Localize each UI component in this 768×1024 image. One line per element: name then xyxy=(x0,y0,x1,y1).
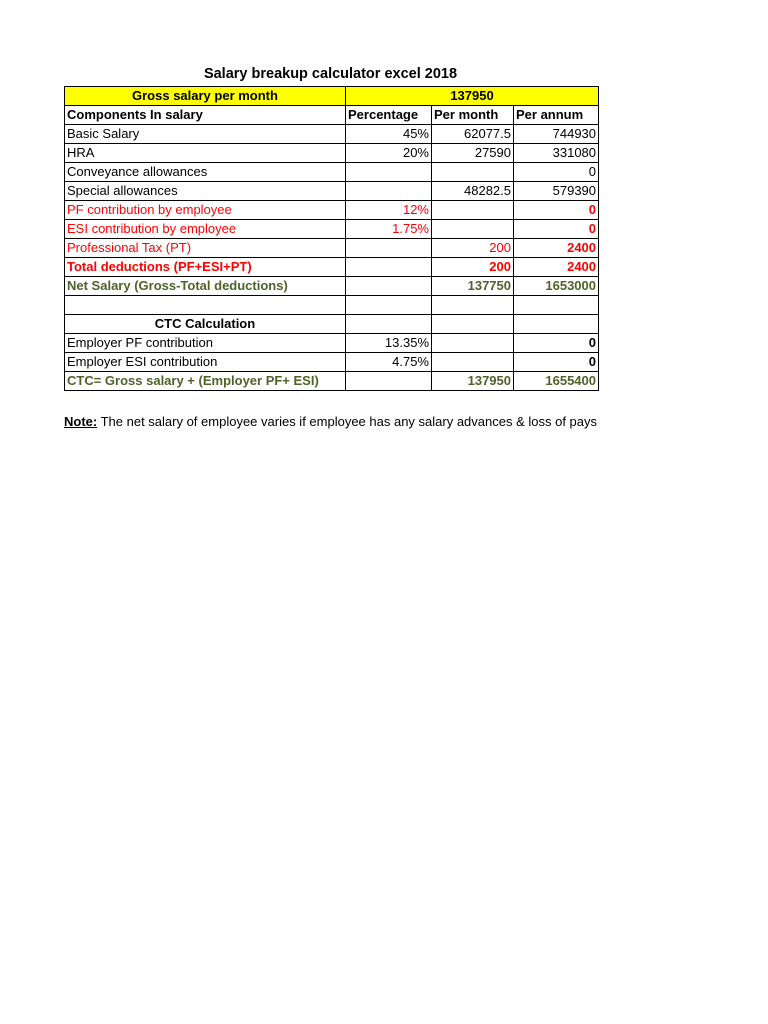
header-row xyxy=(65,106,599,125)
row-per-annum: 0 xyxy=(514,353,599,372)
row-percentage xyxy=(346,239,432,258)
row-per-month: 200 xyxy=(432,258,514,277)
gross-salary-value: 137950 xyxy=(346,87,599,106)
row-per-month xyxy=(432,334,514,353)
row-per-month xyxy=(432,220,514,239)
row-label: PF contribution by employee xyxy=(65,201,346,220)
row-percentage: 12% xyxy=(346,201,432,220)
table-row xyxy=(65,334,599,353)
ctc-heading-row xyxy=(65,315,599,334)
blank-cell xyxy=(514,296,599,315)
row-per-annum: 2400 xyxy=(514,239,599,258)
row-label: Employer ESI contribution xyxy=(65,353,346,372)
table-row xyxy=(65,144,599,163)
row-percentage: 45% xyxy=(346,125,432,144)
row-label: Total deductions (PF+ESI+PT) xyxy=(65,258,346,277)
row-label: Basic Salary xyxy=(65,125,346,144)
row-per-annum: 1653000 xyxy=(514,277,599,296)
table-row xyxy=(65,125,599,144)
row-percentage xyxy=(346,372,432,391)
note-text xyxy=(64,414,597,429)
note-body: The net salary of employee varies if employee has any salary advances & loss of pays xyxy=(97,414,598,429)
sheet-title: Salary breakup calculator excel 2018 xyxy=(203,66,458,82)
header-percentage: Percentage xyxy=(346,106,432,125)
row-label: Professional Tax (PT) xyxy=(65,239,346,258)
row-per-month xyxy=(432,353,514,372)
gross-salary-label: Gross salary per month xyxy=(65,87,346,106)
blank-row xyxy=(65,296,599,315)
row-per-annum: 1655400 xyxy=(514,372,599,391)
row-percentage: 4.75% xyxy=(346,353,432,372)
row-per-month xyxy=(432,201,514,220)
table-row xyxy=(65,239,599,258)
row-percentage: 20% xyxy=(346,144,432,163)
row-per-annum: 0 xyxy=(514,163,599,182)
row-per-month: 137750 xyxy=(432,277,514,296)
row-percentage: 1.75% xyxy=(346,220,432,239)
row-per-annum: 579390 xyxy=(514,182,599,201)
header-per-annum: Per annum xyxy=(514,106,599,125)
row-per-annum: 0 xyxy=(514,220,599,239)
row-per-month: 62077.5 xyxy=(432,125,514,144)
blank-cell xyxy=(346,296,432,315)
blank-cell xyxy=(65,296,346,315)
row-percentage xyxy=(346,258,432,277)
row-percentage xyxy=(346,277,432,296)
row-label: ESI contribution by employee xyxy=(65,220,346,239)
table-row xyxy=(65,201,599,220)
row-per-annum: 744930 xyxy=(514,125,599,144)
salary-table xyxy=(64,86,599,391)
blank-cell xyxy=(432,315,514,334)
row-per-annum: 0 xyxy=(514,201,599,220)
header-components: Components In salary xyxy=(65,106,346,125)
blank-cell xyxy=(432,296,514,315)
row-label: HRA xyxy=(65,144,346,163)
row-percentage xyxy=(346,182,432,201)
net-salary-row xyxy=(65,277,599,296)
header-per-month: Per month xyxy=(432,106,514,125)
row-per-annum: 0 xyxy=(514,334,599,353)
row-per-month: 48282.5 xyxy=(432,182,514,201)
row-label: CTC= Gross salary + (Employer PF+ ESI) xyxy=(65,372,346,391)
row-label: Special allowances xyxy=(65,182,346,201)
ctc-total-row xyxy=(65,372,599,391)
ctc-heading: CTC Calculation xyxy=(65,315,346,334)
table-row xyxy=(65,163,599,182)
row-label: Employer PF contribution xyxy=(65,334,346,353)
note-label: Note: xyxy=(64,414,98,429)
row-label: Net Salary (Gross-Total deductions) xyxy=(65,277,346,296)
row-per-month: 137950 xyxy=(432,372,514,391)
row-per-month xyxy=(432,163,514,182)
row-percentage: 13.35% xyxy=(346,334,432,353)
row-percentage xyxy=(346,163,432,182)
blank-cell xyxy=(514,315,599,334)
row-per-annum: 2400 xyxy=(514,258,599,277)
blank-cell xyxy=(346,315,432,334)
row-per-month: 27590 xyxy=(432,144,514,163)
row-label: Conveyance allowances xyxy=(65,163,346,182)
row-per-month: 200 xyxy=(432,239,514,258)
gross-salary-row xyxy=(65,87,599,106)
total-deductions-row xyxy=(65,258,599,277)
table-row xyxy=(65,182,599,201)
table-row xyxy=(65,353,599,372)
table-row xyxy=(65,220,599,239)
row-per-annum: 331080 xyxy=(514,144,599,163)
